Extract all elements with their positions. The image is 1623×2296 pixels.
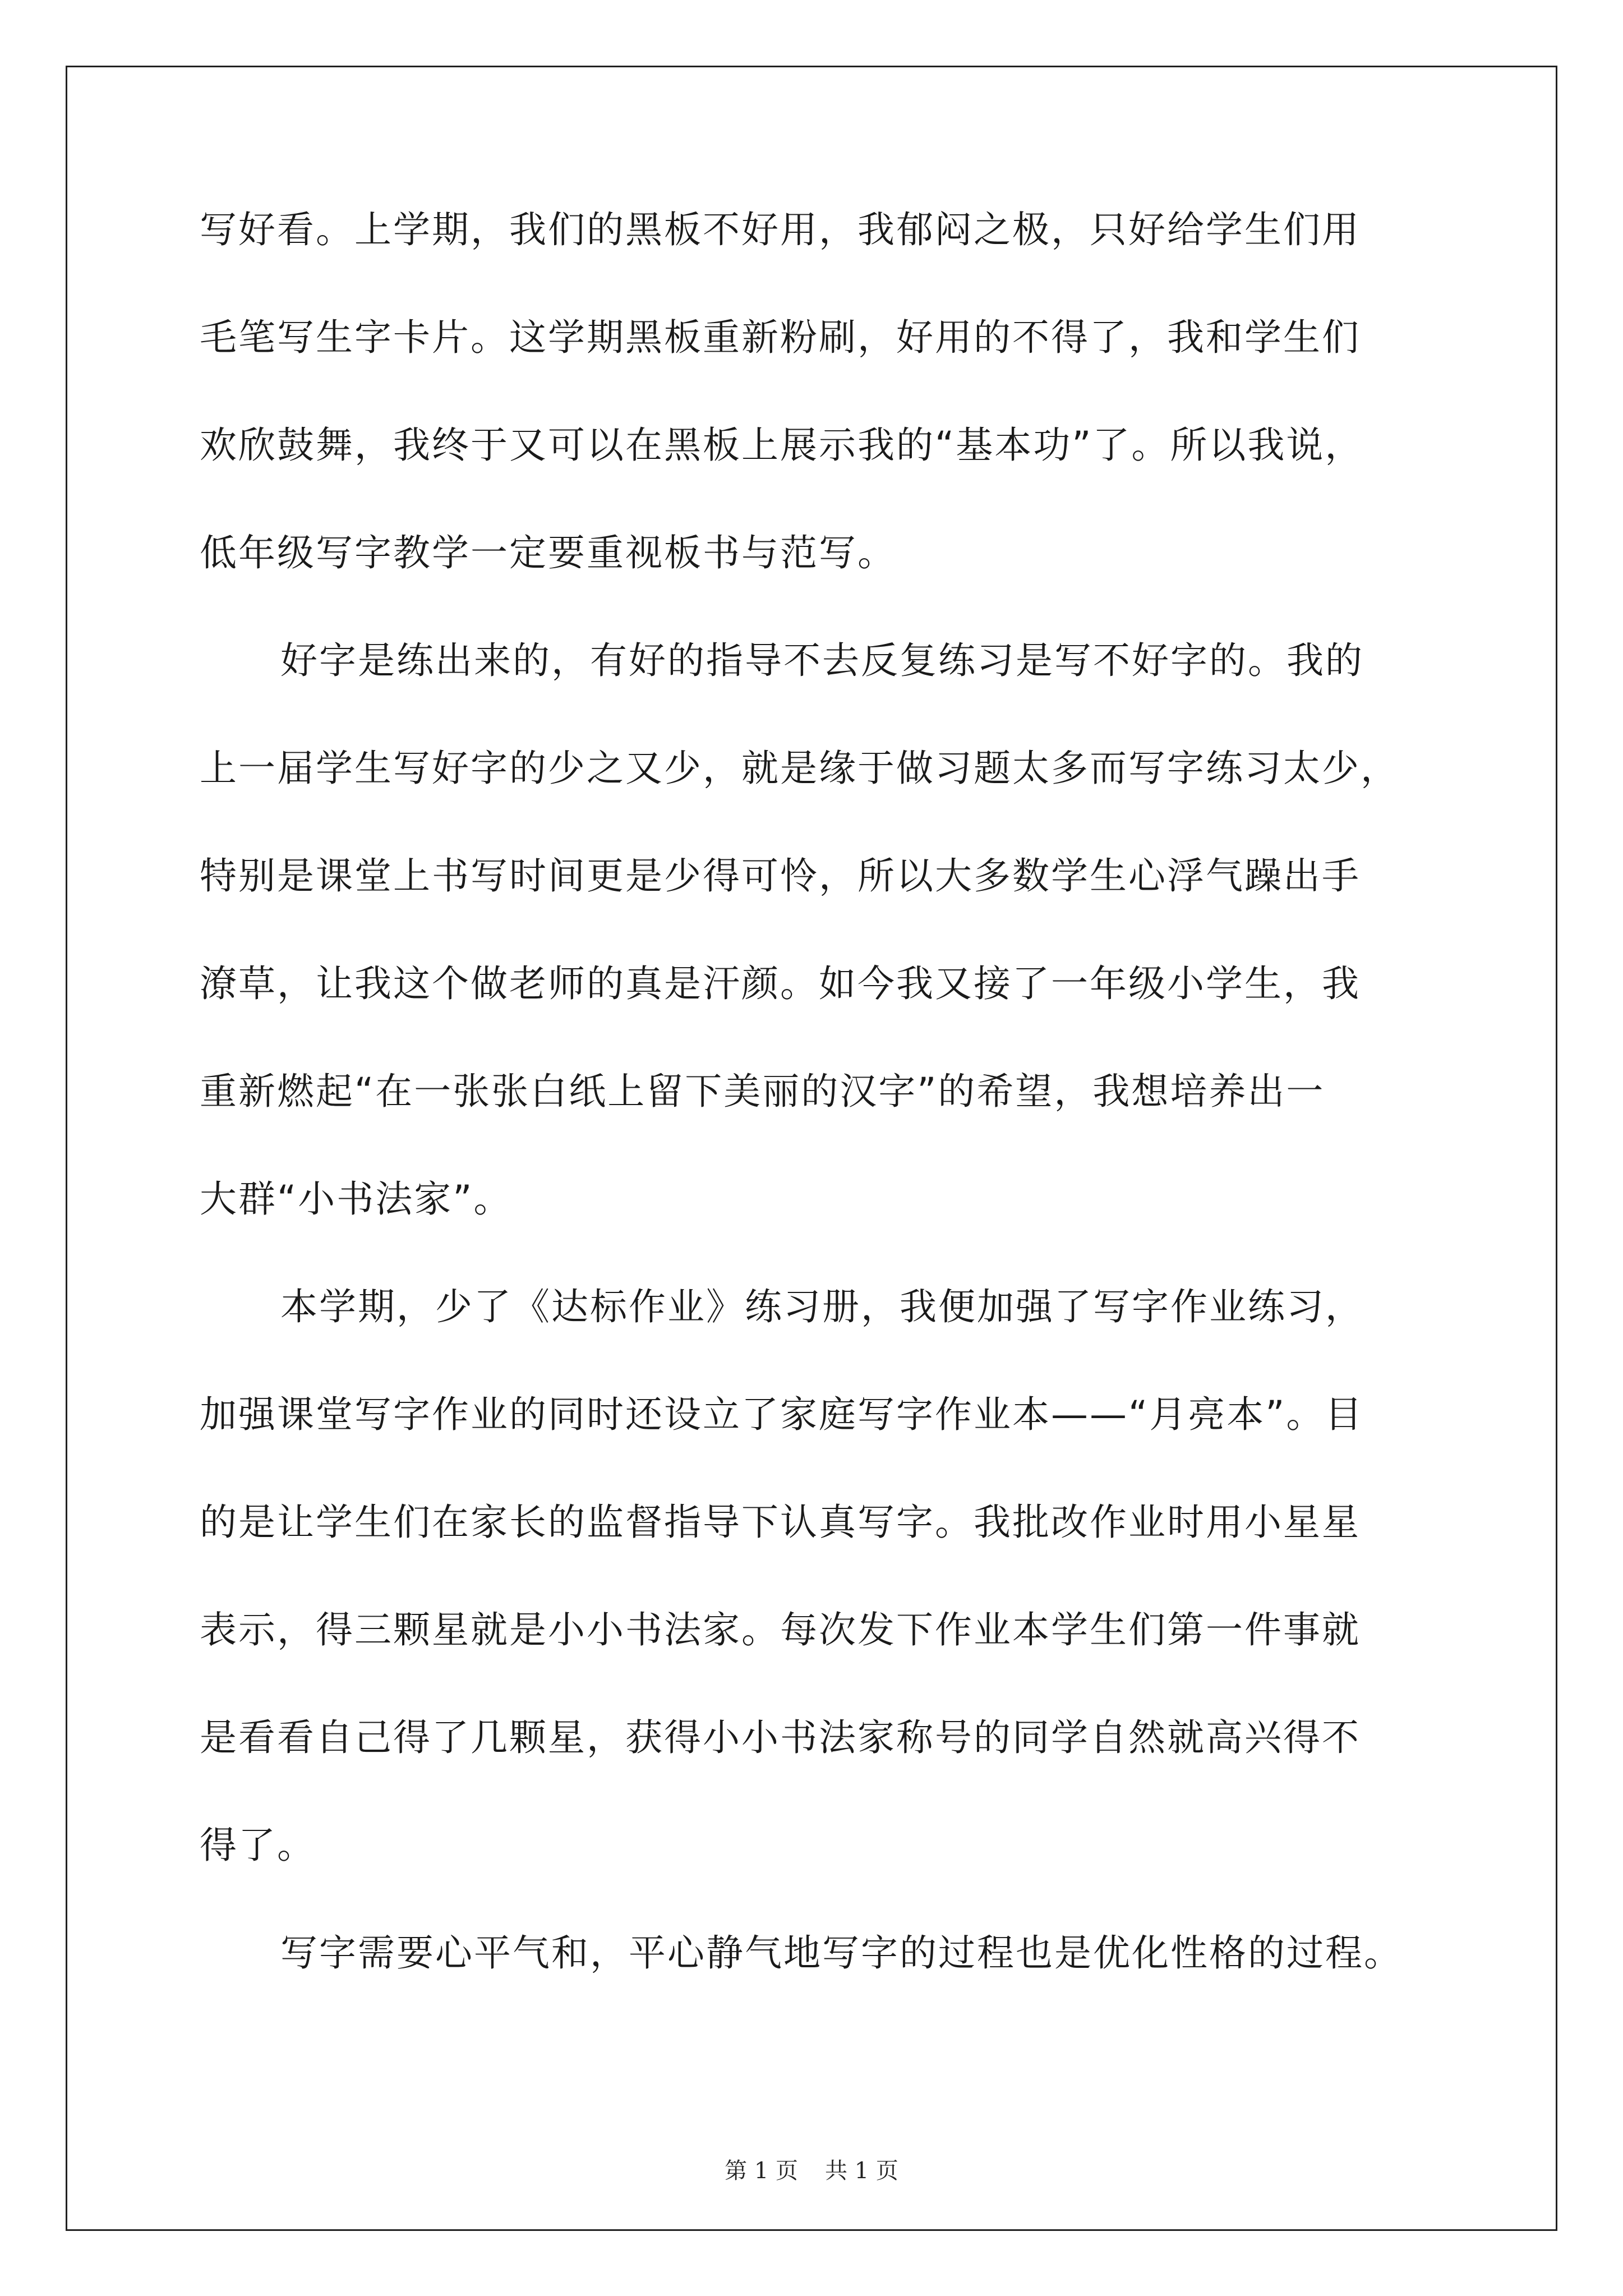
paragraph-first-line: 写字需要心平气和，平心静气地写字的过程也是优化性格的过程。 bbox=[280, 1931, 1403, 1975]
paragraph-first-line: 本学期，少了《达标作业》练习册，我便加强了写字作业练习， bbox=[280, 1285, 1364, 1328]
page-border bbox=[66, 66, 1557, 2231]
text-line: 潦草，让我这个做老师的真是汗颜。如今我又接了一年级小学生，我 bbox=[200, 962, 1361, 1005]
page-number-total: 共 1 页 bbox=[825, 2158, 898, 2184]
text-line: 重新燃起“在一张张白纸上留下美丽的汉字”的希望，我想培养出一 bbox=[200, 1070, 1325, 1113]
text-line: 写好看。上学期，我们的黑板不好用，我郁闷之极，只好给学生们用 bbox=[200, 208, 1361, 251]
page-number-current: 第 1 页 bbox=[725, 2158, 798, 2184]
text-line: 大群“小书法家”。 bbox=[200, 1177, 513, 1221]
text-line: 上一届学生写好字的少之又少，就是缘于做习题太多而写字练习太少， bbox=[200, 747, 1399, 790]
text-line: 得了。 bbox=[200, 1824, 316, 1867]
text-line: 是看看自己得了几颗星，获得小小书法家称号的同学自然就高兴得不 bbox=[200, 1716, 1361, 1759]
text-line: 特别是课堂上书写时间更是少得可怜，所以大多数学生心浮气躁出手 bbox=[200, 854, 1361, 898]
text-line: 加强课堂写字作业的同时还设立了家庭写字作业本——“月亮本”。目 bbox=[200, 1393, 1364, 1436]
text-line: 表示，得三颗星就是小小书法家。每次发下作业本学生们第一件事就 bbox=[200, 1608, 1361, 1651]
page-footer bbox=[0, 2157, 1623, 2185]
text-line: 毛笔写生字卡片。这学期黑板重新粉刷，好用的不得了，我和学生们 bbox=[200, 316, 1361, 359]
text-line: 欢欣鼓舞，我终于又可以在黑板上展示我的“基本功”了。所以我说， bbox=[200, 424, 1364, 467]
paragraph-first-line: 好字是练出来的，有好的指导不去反复练习是写不好字的。我的 bbox=[280, 639, 1364, 682]
text-line: 低年级写字教学一定要重视板书与范写。 bbox=[200, 531, 896, 574]
text-line: 的是让学生们在家长的监督指导下认真写字。我批改作业时用小星星 bbox=[200, 1501, 1361, 1544]
